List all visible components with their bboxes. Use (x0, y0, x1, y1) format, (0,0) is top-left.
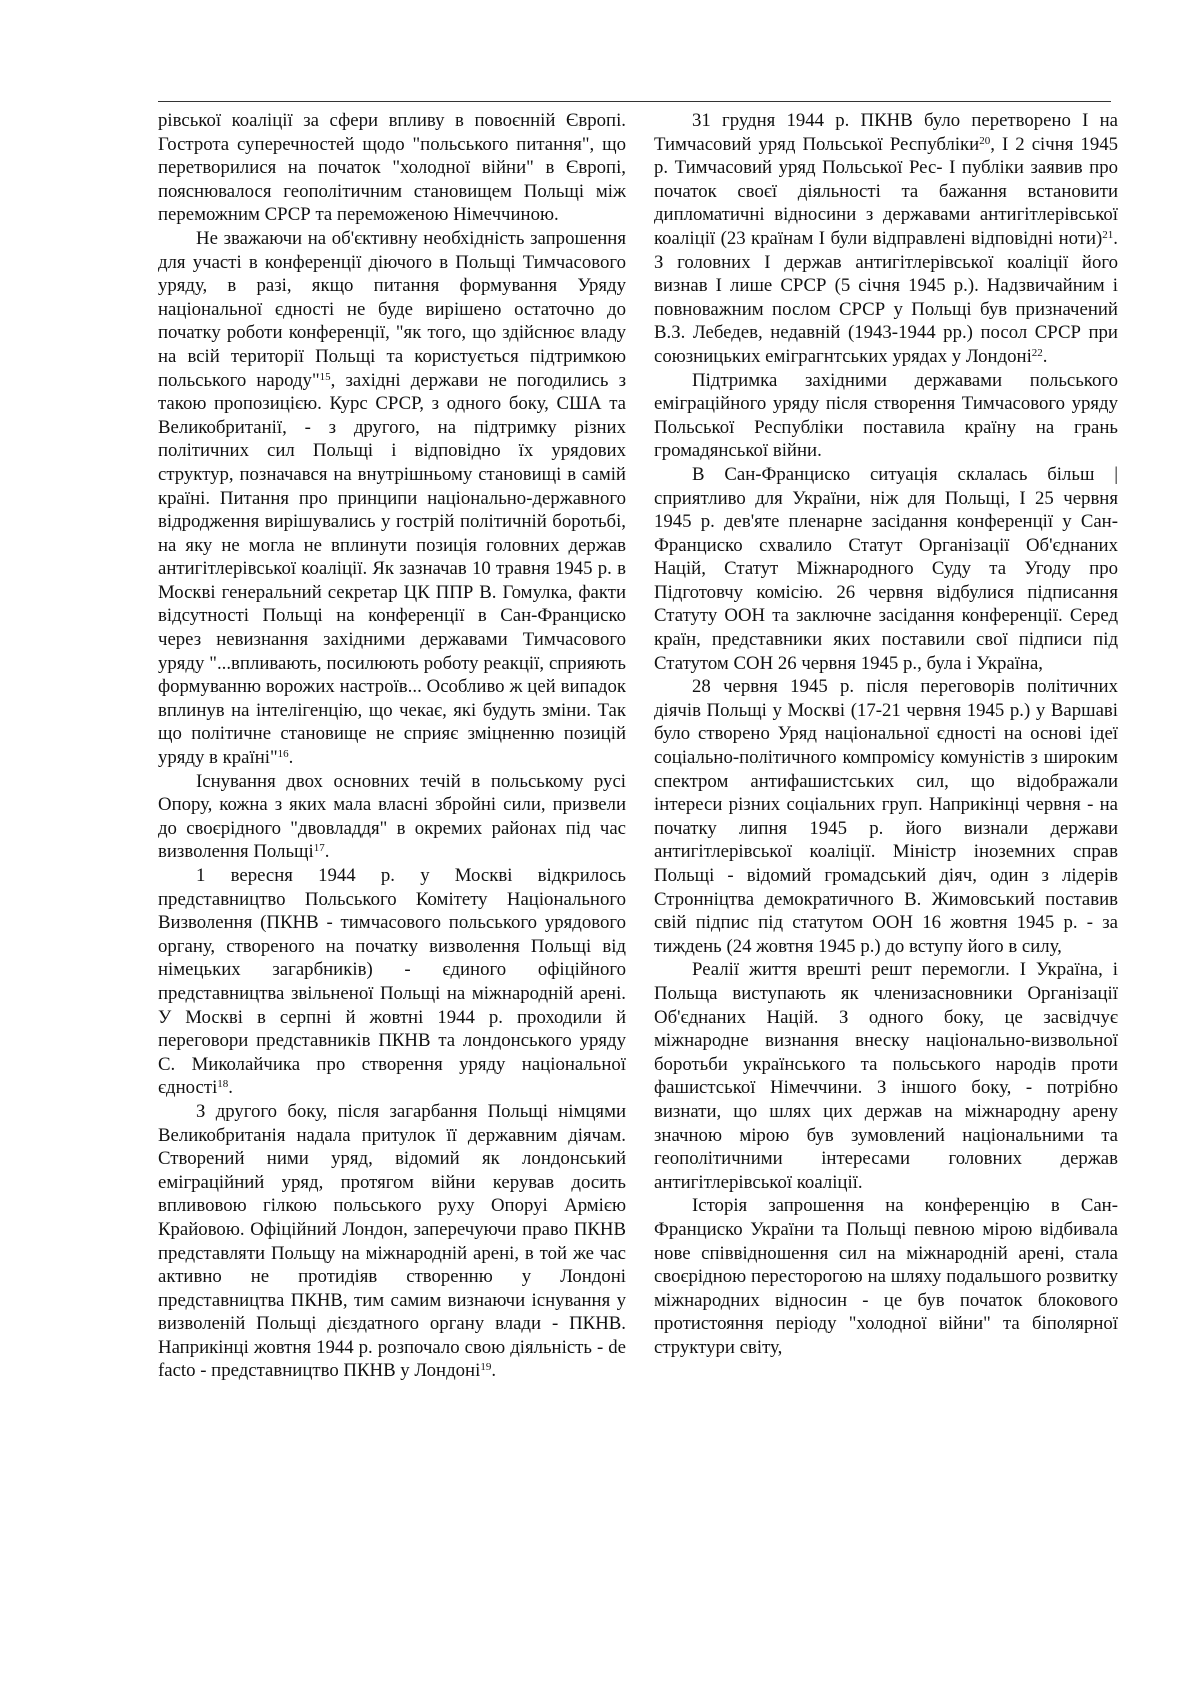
paragraph-4: 1 вересня 1944 р. у Москві відкрилось представництво Польського Комітету Національного Визволення (ПКНВ - тимчасового польського урядового органу, створеного на початку визволення Польщі від німецьких загарбників) - єдиного офіційного представництва звільненої Польщі на міжнародній арені. У Москві в серпні й жовтні 1944 р. проходили й переговори представників ПКНВ та лондонського уряду С. Миколайчика про створення уряду національної єдності$^{18}$. (158, 865, 626, 1099)
paragraph-2: Не зважаючи на об'єктивну необхідність запрошення для участі в конференції діючого в Польщі Тимчасового уряду, в разі, якщо питання формування Уряду національної єдності не буде вирішено остаточно до початку роботи конференції, "як того, що здійснює владу на всій території Польщі та користується підтримкою польського народу"$^{15}$, західні держави не погодились з такою пропозицією. Курс СРСР, з одного боку, США та Великобританії, - з другого, на підтримку різних політичних сил Польщі і відповідно їх урядових структур, позначався на внутрішньому становищі в самій країні. Питання про принципи національно-державного відродження вирішувались у гострій політичній боротьбі, на яку не могла не вплинути позиція головних держав антигітлерівської коаліції. Як зазначав 10 травня 1945 р. в Москві генеральний секретар ЦК ППР В. Гомулка, факти відсутності Польщі на конференції в Сан-Франциско через невизнання західними державами Тимчасового уряду "...впливають, посилюють роботу реакції, сприяють формуванню ворожих настроїв... Особливо ж цей випадок вплинув на інтелігенцію, що чекає, які будуть зміни. Так що політичне становище не сприяє зміцненню позицій уряду в країні"$^{16}$. (158, 227, 626, 769)
footnote-ref-17[interactable]: 17 (313, 842, 325, 855)
paragraph-1: рівської коаліції за сфери впливу в повоєнній Європі. Гострота суперечностей щодо "польського питання", що перетворилися на початок "холодної війни" в Європі, пояснювалося геополітичним становищем Польщі між переможним СРСР та переможеною Німеччиною. (158, 110, 626, 226)
footnote-ref-22[interactable]: 22 (1031, 346, 1043, 359)
header-rule (158, 101, 1111, 102)
footnote-ref-19[interactable]: 19 (480, 1361, 492, 1374)
paragraph-7: Підтримка західними державами польського еміграційного уряду після створення Тимчасового уряду Польської Республіки поставила країну на грань громадянської війни. (654, 369, 1118, 462)
footnote-ref-20[interactable]: 20 (979, 134, 991, 147)
paragraph-9: 28 червня 1945 р. після переговорів політичних діячів Польщі у Москві (17-21 червня 1945 р.) у Варшаві було створено Уряд національної єдності на основі ідеї соціально-політичного компромісу комуністів з широким спектром антифашистських сил, що відображали інтереси різних соціальних груп. Наприкінці червня - на початку липня 1945 р. його визнали держави антигітлерівської коаліції. Міністр іноземних справ Польщі - відомий громадський діяч, один з лідерів Стронніцтва демократичного В. Жимовський поставив свій підпис під статутом ООН 16 жовтня 1945 р. - за тиждень (24 жовтня 1945 р.) до вступу його в силу, (654, 676, 1118, 957)
paragraph-8: В Сан-Франциско ситуація склалась більш | сприятливо для України, ніж для Польщі, І 25 червня 1945 р. дев'яте пленарне засідання конференції у Сан-Франциско схвалило Статут Організації Об'єднаних Націй, Статут Міжнародного Суду та Угоду про Підготовчу комісію. 26 червня відбулися підписання Статуту ООН та заключне засідання конференції. Серед країн, представники яких поставили свої підписи під Статутом СОН 26 червня 1945 р., була і Україна, (654, 463, 1118, 674)
paragraph-11: Історія запрошення на конференцію в Сан-Франциско України та Польщі певною мірою відбивала нове співвідношення сил на міжнародній арені, стала своєрідною пересторогою на шляху подальшого розвитку міжнародних відносин - це був початок блокового протистояння періоду "холодної війни" та біполярної структури світу, (654, 1195, 1118, 1358)
left-column (158, 109, 626, 1383)
paragraph-6: 31 грудня 1944 р. ПКНВ було перетворено І на Тимчасовий уряд Польської Республіки$^{20}$, І 2 січня 1945 р. Тимчасовий уряд Польської Рес- І публіки заявив про початок своєї діяльності та бажання встановити дипломатичні відносини з державами антигітлерівської коаліції (23 країнам І були відправлені відповідні ноти)$^{21}$. З головних І держав антигітлерівської коаліції його визнав І лише СРСР (5 січня 1945 р.). Надзвичайним і повноважним послом СРСР у Польщі був призначений В.З. Лебедев, недавній (1943-1944 рр.) посол СРСР при союзницьких еміграгнтських урядах у Лондоні$^{22}$. (654, 110, 1118, 367)
footnote-ref-15[interactable]: 15 (319, 370, 331, 383)
footnote-ref-18[interactable]: 18 (217, 1078, 229, 1091)
paragraph-3: Існування двох основних течій в польському русі Опору, кожна з яких мала власні збройні сили, призвели до своєрідного "двовладдя" в окремих районах під час визволення Польщі$^{17}$. (158, 770, 626, 863)
footnote-ref-16[interactable]: 16 (277, 748, 289, 761)
footnote-ref-21[interactable]: 21 (1102, 228, 1114, 241)
paragraph-5: З другого боку, після загарбання Польщі німцями Великобританія надала притулок її державним діячам. Створений ними уряд, відомий як лондонський еміграційний уряд, протягом війни керував досить впливовою гілкою польського руху Опоруі Армією Крайовою. Офіційний Лондон, заперечуючи право ПКНВ представляти Польщу на міжнародній арені, в той же час активно не протидіяв створенню у Лондоні представництва ПКНВ, тим самим визнаючи існування у визволеній Польщі дієздатного органу влади - ПКНВ. Наприкінці жовтня 1944 р. розпочало свою діяльність - de facto - представництво ПКНВ у Лондоні$^{19}$. (158, 1100, 626, 1382)
paragraph-10: Реалії життя врешті решт перемогли. І Україна, і Польща виступають як членизасновники Організації Об'єднаних Націй. З одного боку, це засвідчує міжнародне визнання внеску національно-визвольної боротьби українського та польського народів проти фашистської Німеччини. З іншого боку, - потрібно визнати, що шлях цих держав на міжнародну арену значною мірою був зумовлений національними та геополітичними інтересами головних держав антигітлерівської коаліції. (654, 959, 1118, 1193)
right-column (654, 109, 1118, 1359)
